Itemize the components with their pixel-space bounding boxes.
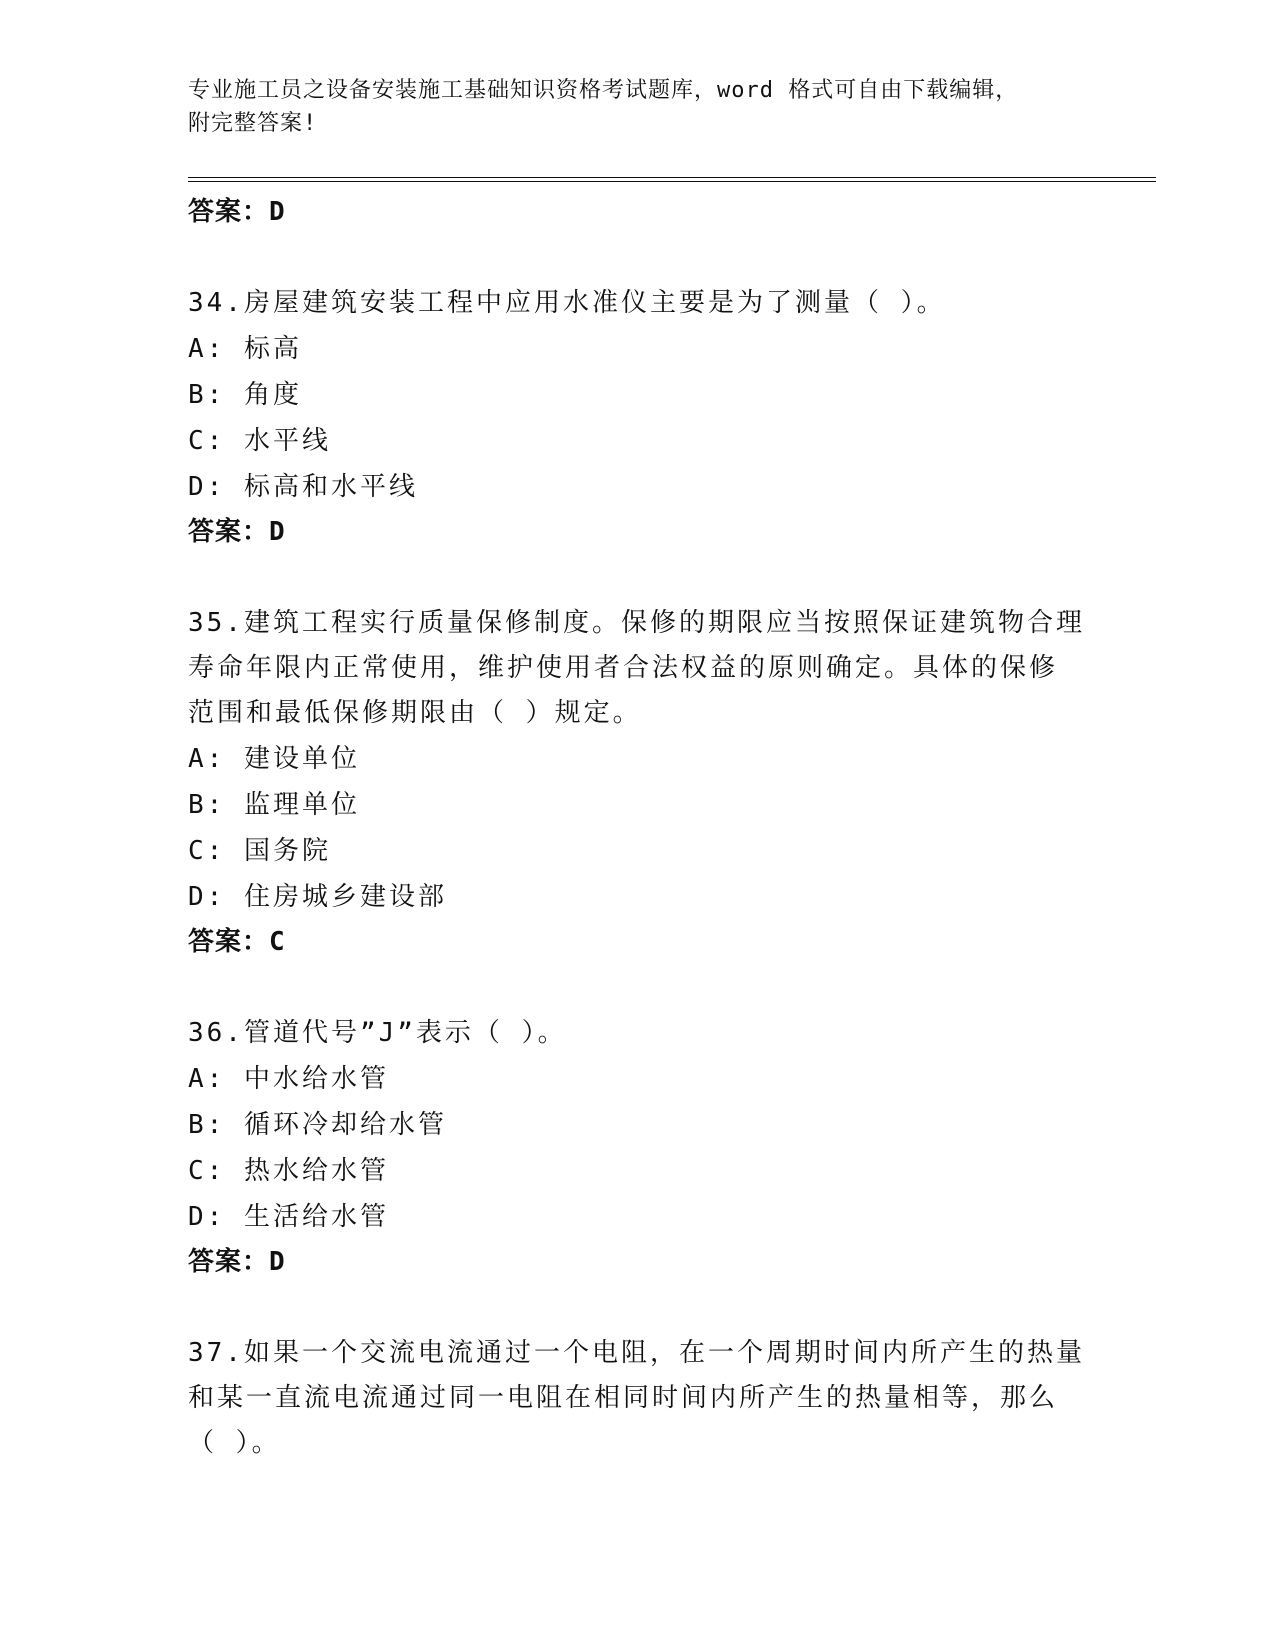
answer-36: 答案：D <box>188 1247 286 1277</box>
question-stem-line: 和某一直流电流通过同一电阻在相同时间内所产生的热量相等，那么 <box>188 1383 1059 1413</box>
option-a: A: 建设单位 <box>188 744 360 774</box>
option-d: D: 标高和水平线 <box>188 472 418 502</box>
option-c: C: 国务院 <box>188 836 331 866</box>
header-divider <box>188 177 1156 182</box>
option-b: B: 角度 <box>188 380 302 410</box>
option-b: B: 循环冷却给水管 <box>188 1110 447 1140</box>
question-36 <box>188 1011 1088 1284</box>
question-35 <box>188 601 1088 964</box>
answer-34: 答案：D <box>188 517 286 547</box>
question-34 <box>188 281 1088 554</box>
answer-33: 答案：D <box>188 197 286 227</box>
question-stem-line: 35.建筑工程实行质量保修制度。保修的期限应当按照保证建筑物合理 <box>188 608 1085 638</box>
question-stem-line: 37.如果一个交流电流通过一个电阻，在一个周期时间内所产生的热量 <box>188 1338 1085 1368</box>
question-37 <box>188 1331 1088 1466</box>
option-a: A: 中水给水管 <box>188 1064 389 1094</box>
question-stem: 34.房屋建筑安装工程中应用水准仪主要是为了测量（ ）。 <box>188 288 946 318</box>
question-stem-line: 寿命年限内正常使用，维护使用者合法权益的原则确定。具体的保修 <box>188 653 1059 683</box>
option-a: A: 标高 <box>188 334 302 364</box>
question-stem: 36.管道代号”J”表示（ ）。 <box>188 1018 567 1048</box>
option-c: C: 热水给水管 <box>188 1156 389 1186</box>
answer-35: 答案：C <box>188 927 286 957</box>
document-header <box>188 74 1088 140</box>
question-stem-line: （ ）。 <box>188 1428 281 1458</box>
header-line-2: 附完整答案! <box>188 111 318 136</box>
option-c: C: 水平线 <box>188 426 331 456</box>
spacer <box>188 964 1088 1011</box>
question-stem-line: 范围和最低保修期限由（ ）规定。 <box>188 698 642 728</box>
spacer <box>188 1284 1088 1331</box>
option-b: B: 监理单位 <box>188 790 360 820</box>
question-list <box>188 190 1088 1466</box>
option-d: D: 住房城乡建设部 <box>188 882 447 912</box>
header-line-1: 专业施工员之设备安装施工基础知识资格考试题库，word 格式可自由下载编辑， <box>188 78 1019 103</box>
spacer <box>188 554 1088 601</box>
spacer <box>188 234 1088 281</box>
option-d: D: 生活给水管 <box>188 1202 389 1232</box>
